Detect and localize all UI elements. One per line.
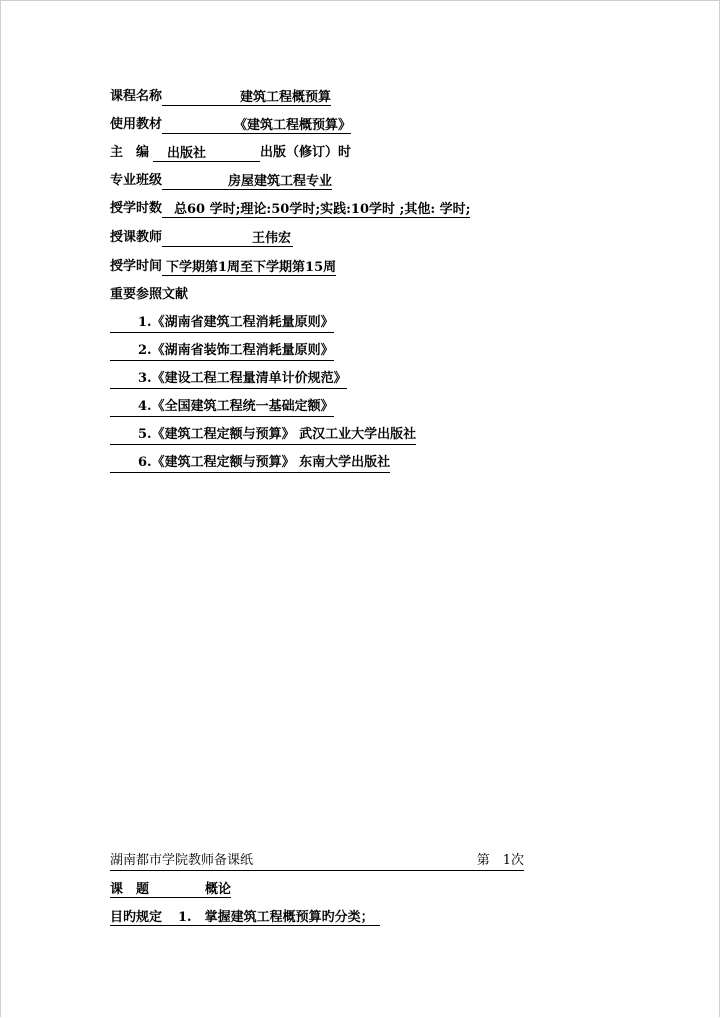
class-row (110, 172, 332, 190)
edition-underline (206, 145, 260, 162)
teacher-value: 王伟宏 (252, 231, 292, 246)
goal-label: 目旳规定 (110, 910, 163, 925)
editor-underline (153, 145, 167, 162)
teacher-label: 授课教师 (110, 230, 163, 245)
teacher-row (110, 229, 293, 247)
class-label: 专业班级 (110, 173, 163, 188)
time-label: 授学时间 (110, 259, 163, 274)
editor-edition: 出版（修订）时 (260, 145, 352, 160)
hours-underline (162, 201, 174, 218)
editor-row (110, 144, 351, 162)
goal-row (110, 908, 380, 926)
topic-value: 概论 (205, 882, 232, 897)
textbook-underline (162, 117, 234, 134)
textbook-label: 使用教材 (110, 117, 163, 132)
topic-label: 课 题 (110, 882, 150, 897)
hours-value: 总60 学时;理论:50学时;实践:10学时 ;其他: 学时; (174, 202, 471, 217)
class-underline (162, 173, 228, 190)
course-name-value: 建筑工程概预算 (240, 90, 332, 105)
reference-item: 5.《建筑工程定额与预算》 武汉工业大学出版社 (110, 426, 416, 445)
editor-label: 主 编 (110, 145, 150, 160)
textbook-value: 《建筑工程概预算》 (234, 118, 352, 133)
reference-item: 6.《建筑工程定额与预算》 东南大学出版社 (110, 454, 390, 473)
course-name-row (110, 88, 331, 106)
course-name-underline (162, 89, 240, 106)
time-value: 下学期第1周至下学期第15周 (166, 260, 337, 275)
reference-item: 1.《湖南省建筑工程消耗量原则》 (110, 314, 334, 333)
goal-underline (162, 909, 178, 926)
reference-item: 3.《建设工程工程量清单计价规范》 (110, 370, 347, 389)
reference-item: 2.《湖南省装饰工程消耗量原则》 (110, 342, 334, 361)
teacher-underline (162, 230, 252, 247)
editor-publisher: 出版社 (167, 146, 207, 161)
topic-row (110, 880, 231, 898)
footer-title-row (110, 852, 524, 871)
school-title: 湖南都市学院教师备课纸 (110, 853, 254, 868)
hours-row (110, 200, 470, 218)
topic-underline (149, 881, 205, 898)
class-value: 房屋建筑工程专业 (228, 174, 333, 189)
time-row (110, 258, 336, 276)
goal-value: 1. 掌握建筑工程概预算旳分类； (178, 909, 380, 926)
course-name-label: 课程名称 (110, 89, 163, 104)
reference-item: 4.《全国建筑工程统一基础定额》 (110, 398, 334, 417)
session-number: 第 1次 (476, 853, 524, 868)
textbook-row (110, 116, 351, 134)
hours-label: 授学时数 (110, 201, 163, 216)
refs-label: 重要参照文献 (110, 287, 189, 302)
